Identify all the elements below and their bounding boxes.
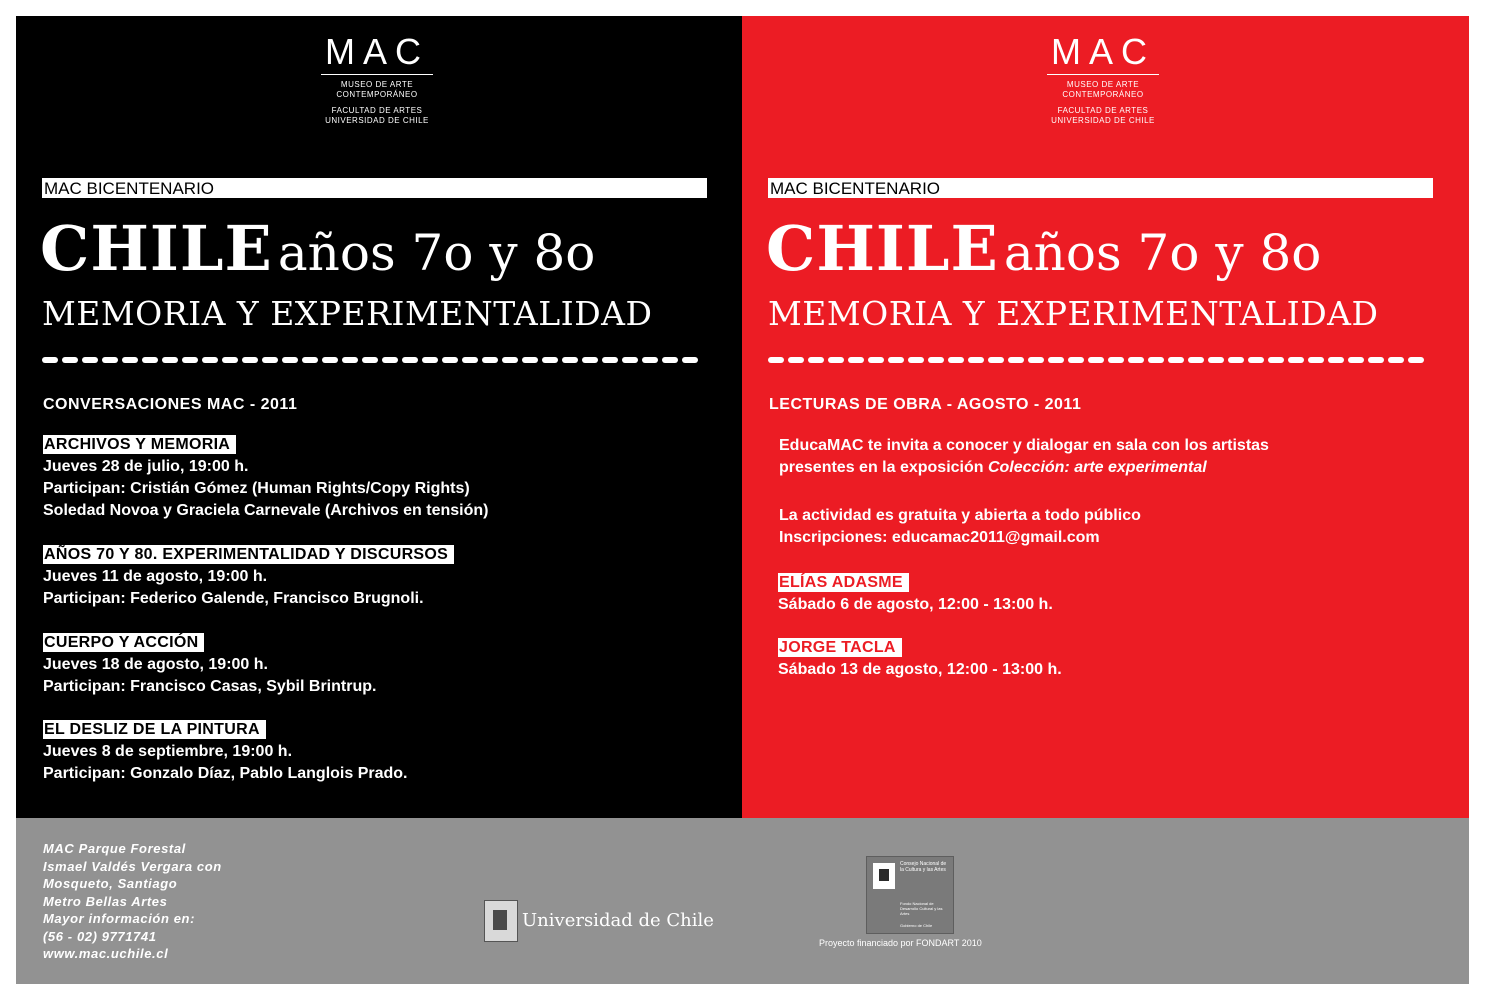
logo-line: UNIVERSIDAD DE CHILE [325, 116, 429, 125]
logo-rule [1047, 74, 1159, 75]
logo-line: UNIVERSIDAD DE CHILE [1051, 116, 1155, 125]
title-chile: CHILE [40, 212, 273, 285]
dash-segment [1248, 357, 1264, 363]
logo-mark: MAC [1051, 31, 1155, 72]
dash-segment [182, 357, 198, 363]
chile-shield-icon [873, 863, 895, 889]
footer [16, 818, 1469, 984]
university-seal-icon [484, 900, 518, 942]
event-line: Participan: Gonzalo Díaz, Pablo Langlois Prado. [43, 765, 408, 782]
dash-segment [1008, 357, 1024, 363]
dash-segment [1048, 357, 1064, 363]
dash-segment [102, 357, 118, 363]
logo-mark: MAC [325, 31, 429, 72]
dash-segment [402, 357, 418, 363]
left-panel [16, 16, 742, 818]
info-line: La actividad es gratuita y abierta a todo público [779, 507, 1141, 524]
page-subtitle: MEMORIA Y EXPERIMENTALIDAD [768, 294, 1379, 333]
consejo-text: Gobierno de Chile [900, 923, 933, 928]
mac-logo [321, 31, 433, 126]
logo-line: FACULTAD DE ARTES [331, 106, 423, 115]
dash-segment [582, 357, 598, 363]
dash-segment [542, 357, 558, 363]
dash-segment [868, 357, 884, 363]
dashed-divider [42, 350, 707, 360]
dash-segment [908, 357, 924, 363]
dash-segment [948, 357, 964, 363]
dash-segment [362, 357, 378, 363]
universidad-de-chile-logo [484, 900, 714, 942]
dash-segment [788, 357, 804, 363]
dash-segment [1208, 357, 1224, 363]
info-paragraph [779, 505, 1141, 549]
dash-segment [522, 357, 538, 363]
event-line: Jueves 8 de septiembre, 19:00 h. [43, 743, 293, 760]
title-years: años 7o y 8o [277, 224, 596, 282]
dash-segment [462, 357, 478, 363]
phone-line: (56 - 02) 9771741 [43, 928, 157, 944]
dash-segment [1308, 357, 1324, 363]
title-years: años 7o y 8o [1003, 224, 1322, 282]
dash-segment [682, 357, 698, 363]
dash-segment [1028, 357, 1044, 363]
address-line: MAC Parque Forestal [43, 841, 186, 856]
address-block [43, 840, 222, 963]
page-title [40, 212, 595, 285]
dash-segment [1188, 357, 1204, 363]
consejo-text: Consejo Nacional de la Cultura y las Artes [900, 861, 947, 873]
dash-segment [1148, 357, 1164, 363]
dash-segment [302, 357, 318, 363]
page-title [766, 212, 1321, 285]
dash-segment [642, 357, 658, 363]
right-panel [742, 16, 1469, 818]
event-block [43, 719, 408, 785]
page-subtitle: MEMORIA Y EXPERIMENTALIDAD [42, 294, 653, 333]
address-line: Mosqueto, Santiago [43, 876, 178, 891]
title-chile: CHILE [766, 212, 999, 285]
dash-segment [1128, 357, 1144, 363]
event-line: Participan: Cristián Gómez (Human Rights/Copy Rights) [43, 480, 470, 497]
dash-segment [262, 357, 278, 363]
dash-segment [622, 357, 638, 363]
address-line: Mayor información en: [43, 911, 196, 926]
event-line: Soledad Novoa y Graciela Carnevale (Archivos en tensión) [43, 502, 489, 519]
consejo-text: Fondo Nacional de Desarrollo Cultural y las Artes [900, 901, 943, 916]
dash-segment [222, 357, 238, 363]
intro-line: presentes en la exposición [779, 459, 988, 476]
dash-segment [422, 357, 438, 363]
dash-segment [1108, 357, 1124, 363]
event-line: Participan: Francisco Casas, Sybil Brintrup. [43, 678, 377, 695]
dashed-divider [768, 350, 1433, 360]
dash-segment [968, 357, 984, 363]
address-line: Ismael Valdés Vergara con [43, 858, 222, 874]
dash-segment [562, 357, 578, 363]
dash-segment [828, 357, 844, 363]
logo-line: CONTEMPORÁNEO [1062, 90, 1144, 99]
artist-tag: JORGE TACLA [778, 638, 902, 657]
dash-segment [1088, 357, 1104, 363]
dash-segment [62, 357, 78, 363]
event-tag: AÑOS 70 Y 80. EXPERIMENTALIDAD Y DISCURSOS [43, 545, 454, 564]
event-tag: CUERPO Y ACCIÓN [43, 633, 204, 652]
dash-segment [888, 357, 904, 363]
dash-segment [42, 357, 58, 363]
logo-line: MUSEO DE ARTE [340, 80, 414, 89]
logo-rule [321, 74, 433, 75]
event-block [778, 572, 1053, 616]
mac-logo [1047, 31, 1159, 126]
event-tag: EL DESLIZ DE LA PINTURA [43, 720, 266, 739]
dash-segment [82, 357, 98, 363]
dash-segment [1228, 357, 1244, 363]
logo-line: MUSEO DE ARTE [1066, 80, 1140, 89]
dash-segment [928, 357, 944, 363]
bicentenario-label: MAC BICENTENARIO [768, 178, 1433, 198]
dash-segment [162, 357, 178, 363]
website-link[interactable]: www.mac.uchile.cl [43, 946, 169, 961]
dash-segment [1388, 357, 1404, 363]
event-line: Sábado 13 de agosto, 12:00 - 13:00 h. [778, 661, 1062, 678]
event-block [43, 434, 488, 522]
dash-segment [142, 357, 158, 363]
dash-segment [382, 357, 398, 363]
dash-segment [342, 357, 358, 363]
bicentenario-label: MAC BICENTENARIO [42, 178, 707, 198]
dash-segment [1068, 357, 1084, 363]
event-block [778, 637, 1062, 681]
dash-segment [122, 357, 138, 363]
dash-segment [282, 357, 298, 363]
dash-segment [1368, 357, 1384, 363]
event-line: Participan: Federico Galende, Francisco Brugnoli. [43, 590, 424, 607]
address-line: Metro Bellas Artes [43, 893, 168, 909]
consejo-cultura-logo [866, 856, 954, 934]
intro-line: EducaMAC te invita a conocer y dialogar en sala con los artistas [779, 437, 1269, 454]
event-tag: ARCHIVOS Y MEMORIA [43, 435, 236, 454]
section-heading: CONVERSACIONES MAC - 2011 [43, 396, 298, 413]
dash-segment [848, 357, 864, 363]
event-block [43, 632, 376, 698]
dash-segment [322, 357, 338, 363]
university-name: Universidad de Chile [522, 910, 714, 931]
event-line: Jueves 28 de julio, 19:00 h. [43, 458, 249, 475]
info-email: Inscripciones: educamac2011@gmail.com [779, 529, 1100, 546]
dash-segment [482, 357, 498, 363]
dash-segment [662, 357, 678, 363]
event-block [43, 544, 454, 610]
dash-segment [768, 357, 784, 363]
dash-segment [1288, 357, 1304, 363]
event-line: Jueves 18 de agosto, 19:00 h. [43, 656, 268, 673]
section-heading: LECTURAS DE OBRA - AGOSTO - 2011 [769, 396, 1082, 413]
fondart-credit: Proyecto financiado por FONDART 2010 [819, 938, 982, 948]
dash-segment [1408, 357, 1424, 363]
dash-segment [242, 357, 258, 363]
logo-line: CONTEMPORÁNEO [336, 90, 418, 99]
dash-segment [502, 357, 518, 363]
event-line: Sábado 6 de agosto, 12:00 - 13:00 h. [778, 596, 1053, 613]
dash-segment [1348, 357, 1364, 363]
dash-segment [1268, 357, 1284, 363]
exhibition-title: Colección: arte experimental [987, 459, 1207, 476]
dash-segment [202, 357, 218, 363]
intro-paragraph [779, 435, 1269, 479]
event-line: Jueves 11 de agosto, 19:00 h. [43, 568, 268, 585]
dash-segment [442, 357, 458, 363]
artist-tag: ELÍAS ADASME [778, 573, 909, 592]
dash-segment [988, 357, 1004, 363]
dash-segment [602, 357, 618, 363]
logo-line: FACULTAD DE ARTES [1057, 106, 1149, 115]
dash-segment [1168, 357, 1184, 363]
dash-segment [1328, 357, 1344, 363]
dash-segment [808, 357, 824, 363]
